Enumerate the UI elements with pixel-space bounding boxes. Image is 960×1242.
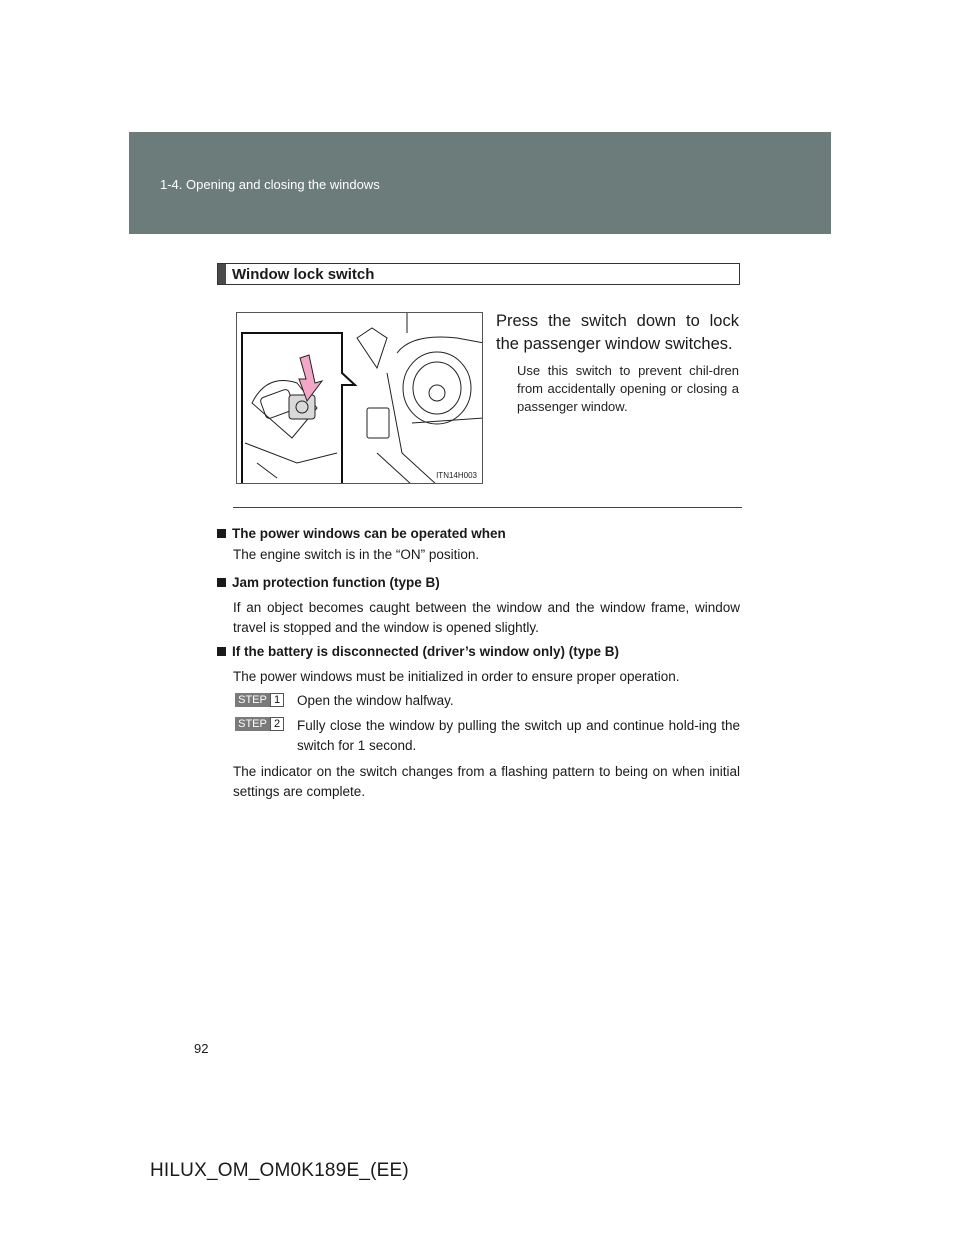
bullet-heading-2: Jam protection function (type B) [217, 575, 440, 590]
section-heading-bar [218, 264, 226, 284]
bullet-heading-3: If the battery is disconnected (driver’s window only) (type B) [217, 644, 619, 659]
section-breadcrumb: 1-4. Opening and closing the windows [160, 177, 380, 192]
section-divider [233, 507, 742, 508]
section-heading-box [217, 263, 740, 285]
bullet-square-icon [217, 578, 226, 587]
step-label: STEP [235, 693, 270, 707]
step-number: 1 [270, 693, 284, 707]
step-text-2: Fully close the window by pulling the switch up and continue hold-ing the switch for 1 second. [297, 718, 740, 753]
step-text-1: Open the window halfway. [297, 693, 454, 708]
figure-code: ITN14H003 [436, 471, 477, 480]
bullet-text-1: The engine switch is in the “ON” position. [233, 547, 480, 562]
bullet-heading-1: The power windows can be operated when [217, 526, 506, 541]
window-lock-switch-illustration [236, 312, 483, 484]
car-interior-drawing [237, 313, 483, 484]
bullet-square-icon [217, 529, 226, 538]
section-title: Window lock switch [232, 266, 375, 283]
step-badge-1 [235, 693, 283, 707]
step-number: 2 [270, 717, 284, 731]
page-number: 92 [194, 1041, 209, 1056]
bullet-square-icon [217, 647, 226, 656]
step-badge-2 [235, 717, 283, 731]
closing-paragraph: The indicator on the switch changes from a flashing pattern to being on when initial settings are complete. [233, 764, 740, 799]
main-instruction: Press the switch down to lock the passenger window switches. [496, 312, 739, 353]
step-label: STEP [235, 717, 270, 731]
bullet-text-3: The power windows must be initialized in order to ensure proper operation. [233, 669, 680, 684]
main-note: Use this switch to prevent chil-dren from accidentally opening or closing a passenger window. [517, 363, 739, 414]
bullet-text-2: If an object becomes caught between the window and the window frame, window travel is stopped and the window is opened slightly. [233, 600, 740, 635]
document-code-footer: HILUX_OM_OM0K189E_(EE) [150, 1160, 409, 1181]
